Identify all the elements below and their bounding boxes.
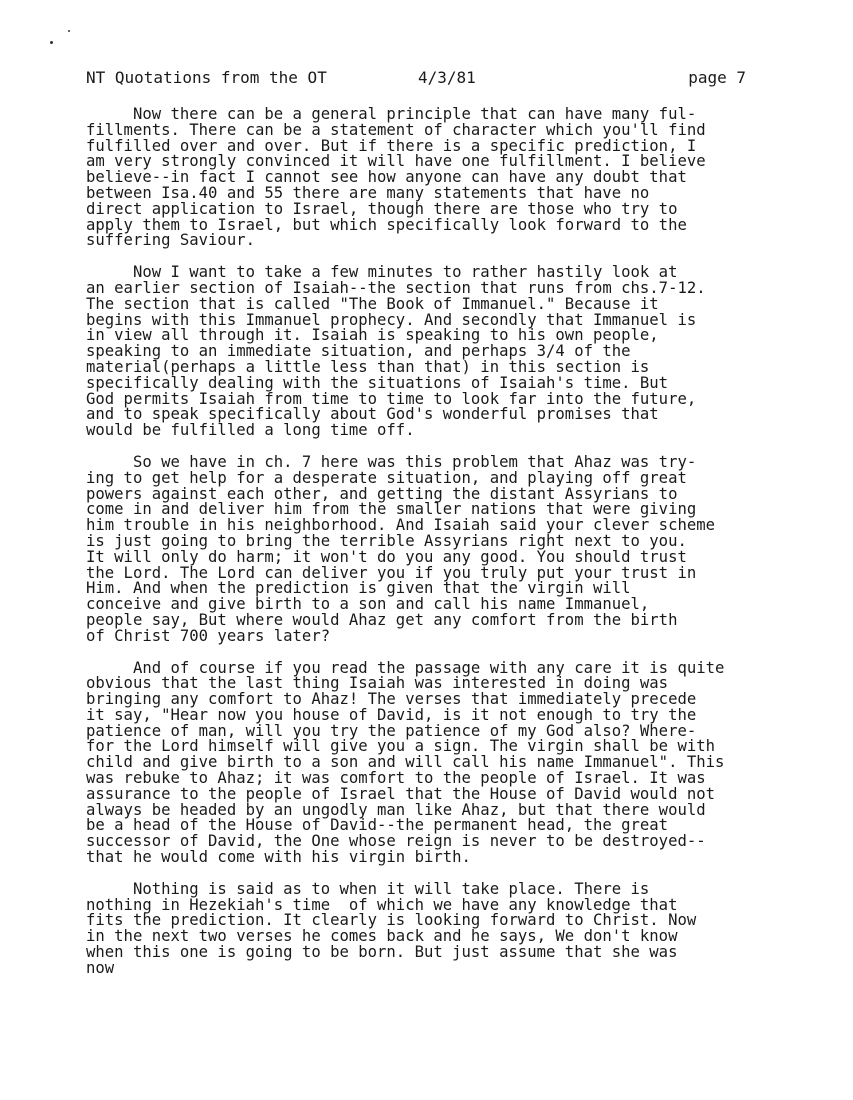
text-line: in view all through it. Isaiah is speaking to his own people, [86,326,659,345]
page-header [86,68,746,90]
text-line: of Christ 700 years later? [86,626,331,645]
text-line: direct application to Israel, though there are those who try to [86,199,678,218]
text-line: begins with this Immanuel prophecy. And secondly that Immanuel is [86,310,697,329]
text-line: ing to get help for a desperate situation, and playing off great [86,468,687,487]
text-line: am very strongly convinced it will have one fulfillment. I believe [86,152,706,171]
text-line: believe--in fact I cannot see how anyone can have any doubt that [86,168,687,187]
text-line: and to speak specifically about God's wonderful promises that [86,405,659,424]
text-line: child and give birth to a son and will call his name Immanuel". This [86,753,725,772]
text-line: powers against each other, and getting the distant Assyrians to [86,484,678,503]
text-line: that he would come with his virgin birth. [86,848,471,867]
text-line: Now there can be a general principle that can have many ful- [86,105,697,123]
text-line: assurance to the people of Israel that the House of David would not [86,784,716,803]
text-line: God permits Isaiah from time to time to look far into the future, [86,389,697,408]
margin-speck [50,41,53,44]
text-line: was rebuke to Ahaz; it was comfort to the people of Israel. It was [86,769,706,788]
text-line: fillments. There can be a statement of character which you'll find [86,120,706,139]
document-title: NT Quotations from the OT [86,68,327,87]
document-body [86,107,786,993]
paragraph [86,452,786,645]
margin-speck [68,30,70,32]
text-line: nothing in Hezekiah's time of which we have any knowledge that [86,895,678,914]
text-line: Him. And when the prediction is given that the virgin will [86,579,631,598]
text-line: be a head of the House of David--the permanent head, the great [86,816,669,835]
text-line: apply them to Israel, but which specifically look forward to the [86,215,687,234]
text-line: material(perhaps a little less than that) in this section is [86,357,650,376]
text-line: fulfilled over and over. But if there is a specific prediction, I [86,136,697,155]
paragraph [86,879,786,977]
text-line: It will only do harm; it won't do you any good. You should trust [86,547,687,566]
text-line: it say, "Hear now you house of David, is it not enough to try the [86,705,697,724]
text-line: Now I want to take a few minutes to rather hastily look at [86,263,678,282]
paragraph [86,265,786,439]
text-line: in the next two verses he comes back and he says, We don't know [86,927,678,946]
text-line: conceive and give birth to a son and call his name Immanuel, [86,595,650,614]
text-line: now [86,958,115,977]
text-line: The section that is called "The Book of Immanuel." Because it [86,294,659,313]
text-line: when this one is going to be born. But just assume that she was [86,943,678,962]
text-line: come in and deliver him from the smaller nations that were giving [86,500,697,519]
text-line: So we have in ch. 7 here was this problem that Ahaz was try- [86,452,697,471]
text-line: patience of man, will you try the patience of my God also? Where- [86,721,697,740]
text-line: him trouble in his neighborhood. And Isaiah said your clever scheme [86,516,716,535]
text-line: And of course if you read the passage with any care it is quite [86,658,725,677]
paragraph [86,658,786,867]
text-line: bringing any comfort to Ahaz! The verses that immediately precede [86,690,697,709]
text-line: obvious that the last thing Isaiah was interested in doing was [86,674,669,693]
text-line: suffering Saviour. [86,231,255,250]
text-line: fits the prediction. It clearly is looking forward to Christ. Now [86,911,697,930]
text-line: always be headed by an ungodly man like Ahaz, but that there would [86,800,706,819]
text-line: an earlier section of Isaiah--the section that runs from chs.7-12. [86,278,706,297]
text-line: Nothing is said as to when it will take place. There is [86,879,650,898]
text-line: between Isa.40 and 55 there are many statements that have no [86,183,650,202]
text-line: the Lord. The Lord can deliver you if you truly put your trust in [86,563,697,582]
text-line: specifically dealing with the situations of Isaiah's time. But [86,373,669,392]
text-line: is just going to bring the terrible Assyrians right next to you. [86,531,687,550]
text-line: people say, But where would Ahaz get any comfort from the birth [86,610,678,629]
paragraph [86,107,786,249]
text-line: speaking to an immediate situation, and perhaps 3/4 of the [86,342,631,361]
document-date: 4/3/81 [418,68,476,87]
text-line: successor of David, the One whose reign is never to be destroyed-- [86,832,706,851]
page-number: page 7 [688,68,746,87]
text-line: for the Lord himself will give you a sign. The virgin shall be with [86,737,716,756]
text-line: would be fulfilled a long time off. [86,421,415,440]
